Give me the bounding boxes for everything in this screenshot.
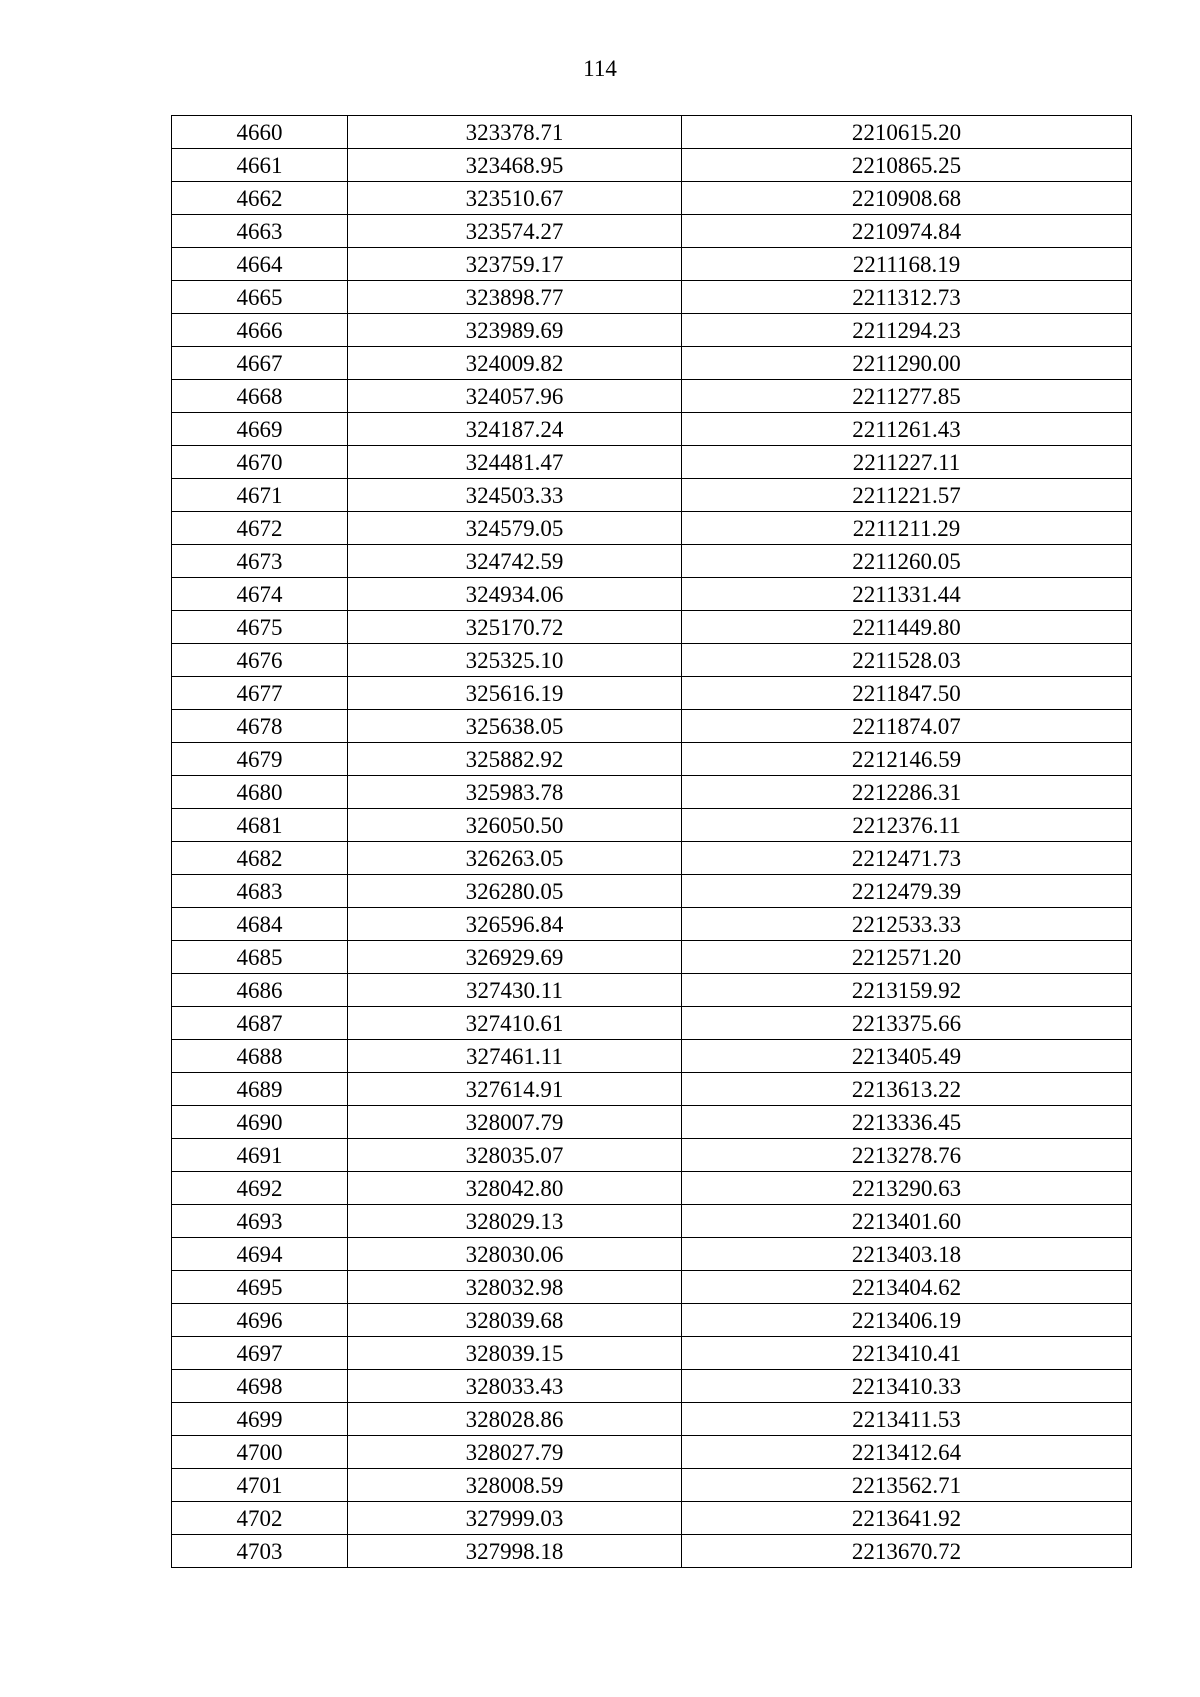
x-coordinate-cell: 328029.13 (348, 1205, 682, 1238)
table-row (172, 710, 1132, 743)
x-coordinate-cell: 324742.59 (348, 545, 682, 578)
y-coordinate-cell: 2213406.19 (682, 1304, 1132, 1337)
y-coordinate-cell: 2211221.57 (682, 479, 1132, 512)
point-number-cell: 4661 (172, 149, 348, 182)
point-number-cell: 4701 (172, 1469, 348, 1502)
table-row (172, 248, 1132, 281)
y-coordinate-cell: 2211211.29 (682, 512, 1132, 545)
point-number-cell: 4673 (172, 545, 348, 578)
x-coordinate-cell: 324934.06 (348, 578, 682, 611)
x-coordinate-cell: 323574.27 (348, 215, 682, 248)
x-coordinate-cell: 328028.86 (348, 1403, 682, 1436)
table-row (172, 578, 1132, 611)
coordinates-table (171, 115, 1132, 1568)
x-coordinate-cell: 328007.79 (348, 1106, 682, 1139)
x-coordinate-cell: 327999.03 (348, 1502, 682, 1535)
point-number-cell: 4681 (172, 809, 348, 842)
y-coordinate-cell: 2211260.05 (682, 545, 1132, 578)
point-number-cell: 4679 (172, 743, 348, 776)
table-row (172, 545, 1132, 578)
y-coordinate-cell: 2213410.41 (682, 1337, 1132, 1370)
y-coordinate-cell: 2213411.53 (682, 1403, 1132, 1436)
x-coordinate-cell: 324009.82 (348, 347, 682, 380)
x-coordinate-cell: 327461.11 (348, 1040, 682, 1073)
table-row (172, 1172, 1132, 1205)
y-coordinate-cell: 2213405.49 (682, 1040, 1132, 1073)
table-row (172, 776, 1132, 809)
x-coordinate-cell: 323378.71 (348, 116, 682, 149)
table-row (172, 1205, 1132, 1238)
point-number-cell: 4692 (172, 1172, 348, 1205)
table-row (172, 380, 1132, 413)
point-number-cell: 4666 (172, 314, 348, 347)
table-row (172, 1370, 1132, 1403)
point-number-cell: 4671 (172, 479, 348, 512)
point-number-cell: 4668 (172, 380, 348, 413)
y-coordinate-cell: 2213670.72 (682, 1535, 1132, 1568)
y-coordinate-cell: 2211261.43 (682, 413, 1132, 446)
table-row (172, 842, 1132, 875)
table-row (172, 413, 1132, 446)
table-row (172, 1535, 1132, 1568)
x-coordinate-cell: 326263.05 (348, 842, 682, 875)
y-coordinate-cell: 2211312.73 (682, 281, 1132, 314)
point-number-cell: 4680 (172, 776, 348, 809)
y-coordinate-cell: 2211290.00 (682, 347, 1132, 380)
y-coordinate-cell: 2211331.44 (682, 578, 1132, 611)
table-row (172, 182, 1132, 215)
y-coordinate-cell: 2211874.07 (682, 710, 1132, 743)
x-coordinate-cell: 323898.77 (348, 281, 682, 314)
y-coordinate-cell: 2210908.68 (682, 182, 1132, 215)
point-number-cell: 4674 (172, 578, 348, 611)
x-coordinate-cell: 328042.80 (348, 1172, 682, 1205)
point-number-cell: 4670 (172, 446, 348, 479)
y-coordinate-cell: 2211227.11 (682, 446, 1132, 479)
point-number-cell: 4702 (172, 1502, 348, 1535)
y-coordinate-cell: 2211168.19 (682, 248, 1132, 281)
x-coordinate-cell: 324481.47 (348, 446, 682, 479)
x-coordinate-cell: 323989.69 (348, 314, 682, 347)
point-number-cell: 4697 (172, 1337, 348, 1370)
table-row (172, 1403, 1132, 1436)
point-number-cell: 4699 (172, 1403, 348, 1436)
y-coordinate-cell: 2212533.33 (682, 908, 1132, 941)
x-coordinate-cell: 324579.05 (348, 512, 682, 545)
y-coordinate-cell: 2213278.76 (682, 1139, 1132, 1172)
y-coordinate-cell: 2212146.59 (682, 743, 1132, 776)
x-coordinate-cell: 325983.78 (348, 776, 682, 809)
table-row (172, 1502, 1132, 1535)
x-coordinate-cell: 325616.19 (348, 677, 682, 710)
point-number-cell: 4698 (172, 1370, 348, 1403)
x-coordinate-cell: 325882.92 (348, 743, 682, 776)
point-number-cell: 4695 (172, 1271, 348, 1304)
table-row (172, 941, 1132, 974)
table-row (172, 1238, 1132, 1271)
y-coordinate-cell: 2213375.66 (682, 1007, 1132, 1040)
table-row (172, 479, 1132, 512)
x-coordinate-cell: 326596.84 (348, 908, 682, 941)
x-coordinate-cell: 328033.43 (348, 1370, 682, 1403)
table-row (172, 1139, 1132, 1172)
x-coordinate-cell: 326280.05 (348, 875, 682, 908)
x-coordinate-cell: 328039.68 (348, 1304, 682, 1337)
y-coordinate-cell: 2211277.85 (682, 380, 1132, 413)
x-coordinate-cell: 328008.59 (348, 1469, 682, 1502)
y-coordinate-cell: 2212286.31 (682, 776, 1132, 809)
x-coordinate-cell: 328032.98 (348, 1271, 682, 1304)
y-coordinate-cell: 2213404.62 (682, 1271, 1132, 1304)
y-coordinate-cell: 2213641.92 (682, 1502, 1132, 1535)
y-coordinate-cell: 2213410.33 (682, 1370, 1132, 1403)
x-coordinate-cell: 323759.17 (348, 248, 682, 281)
table-row (172, 1106, 1132, 1139)
y-coordinate-cell: 2210615.20 (682, 116, 1132, 149)
table-row (172, 1304, 1132, 1337)
point-number-cell: 4667 (172, 347, 348, 380)
y-coordinate-cell: 2211528.03 (682, 644, 1132, 677)
table-row (172, 281, 1132, 314)
point-number-cell: 4700 (172, 1436, 348, 1469)
y-coordinate-cell: 2213159.92 (682, 974, 1132, 1007)
page-number: 114 (583, 56, 617, 81)
y-coordinate-cell: 2212479.39 (682, 875, 1132, 908)
x-coordinate-cell: 328030.06 (348, 1238, 682, 1271)
y-coordinate-cell: 2213412.64 (682, 1436, 1132, 1469)
y-coordinate-cell: 2212571.20 (682, 941, 1132, 974)
x-coordinate-cell: 327430.11 (348, 974, 682, 1007)
point-number-cell: 4682 (172, 842, 348, 875)
point-number-cell: 4683 (172, 875, 348, 908)
point-number-cell: 4703 (172, 1535, 348, 1568)
table-row (172, 677, 1132, 710)
point-number-cell: 4687 (172, 1007, 348, 1040)
point-number-cell: 4678 (172, 710, 348, 743)
point-number-cell: 4677 (172, 677, 348, 710)
x-coordinate-cell: 325638.05 (348, 710, 682, 743)
y-coordinate-cell: 2213613.22 (682, 1073, 1132, 1106)
y-coordinate-cell: 2211847.50 (682, 677, 1132, 710)
point-number-cell: 4675 (172, 611, 348, 644)
y-coordinate-cell: 2213336.45 (682, 1106, 1132, 1139)
y-coordinate-cell: 2213401.60 (682, 1205, 1132, 1238)
y-coordinate-cell: 2213290.63 (682, 1172, 1132, 1205)
point-number-cell: 4686 (172, 974, 348, 1007)
x-coordinate-cell: 327410.61 (348, 1007, 682, 1040)
x-coordinate-cell: 324187.24 (348, 413, 682, 446)
point-number-cell: 4662 (172, 182, 348, 215)
table-row (172, 1073, 1132, 1106)
table-row (172, 1007, 1132, 1040)
point-number-cell: 4676 (172, 644, 348, 677)
table-row (172, 512, 1132, 545)
point-number-cell: 4663 (172, 215, 348, 248)
x-coordinate-cell: 325325.10 (348, 644, 682, 677)
point-number-cell: 4696 (172, 1304, 348, 1337)
table-row (172, 215, 1132, 248)
point-number-cell: 4694 (172, 1238, 348, 1271)
x-coordinate-cell: 327614.91 (348, 1073, 682, 1106)
table-row (172, 1469, 1132, 1502)
x-coordinate-cell: 324057.96 (348, 380, 682, 413)
x-coordinate-cell: 325170.72 (348, 611, 682, 644)
point-number-cell: 4688 (172, 1040, 348, 1073)
table-row (172, 1271, 1132, 1304)
point-number-cell: 4691 (172, 1139, 348, 1172)
table-row (172, 644, 1132, 677)
point-number-cell: 4684 (172, 908, 348, 941)
table-row (172, 908, 1132, 941)
table-row (172, 1040, 1132, 1073)
coordinates-table-body (172, 116, 1132, 1568)
y-coordinate-cell: 2210974.84 (682, 215, 1132, 248)
table-row (172, 446, 1132, 479)
table-row (172, 116, 1132, 149)
x-coordinate-cell: 327998.18 (348, 1535, 682, 1568)
table-row (172, 1436, 1132, 1469)
point-number-cell: 4672 (172, 512, 348, 545)
y-coordinate-cell: 2213562.71 (682, 1469, 1132, 1502)
y-coordinate-cell: 2210865.25 (682, 149, 1132, 182)
point-number-cell: 4693 (172, 1205, 348, 1238)
x-coordinate-cell: 323468.95 (348, 149, 682, 182)
table-row (172, 875, 1132, 908)
table-row (172, 743, 1132, 776)
x-coordinate-cell: 326929.69 (348, 941, 682, 974)
table-row (172, 611, 1132, 644)
table-row (172, 149, 1132, 182)
table-row (172, 314, 1132, 347)
point-number-cell: 4689 (172, 1073, 348, 1106)
x-coordinate-cell: 323510.67 (348, 182, 682, 215)
y-coordinate-cell: 2212471.73 (682, 842, 1132, 875)
point-number-cell: 4664 (172, 248, 348, 281)
point-number-cell: 4669 (172, 413, 348, 446)
x-coordinate-cell: 326050.50 (348, 809, 682, 842)
y-coordinate-cell: 2213403.18 (682, 1238, 1132, 1271)
x-coordinate-cell: 324503.33 (348, 479, 682, 512)
y-coordinate-cell: 2211449.80 (682, 611, 1132, 644)
point-number-cell: 4690 (172, 1106, 348, 1139)
point-number-cell: 4665 (172, 281, 348, 314)
table-row (172, 1337, 1132, 1370)
y-coordinate-cell: 2212376.11 (682, 809, 1132, 842)
table-row (172, 809, 1132, 842)
point-number-cell: 4660 (172, 116, 348, 149)
point-number-cell: 4685 (172, 941, 348, 974)
x-coordinate-cell: 328039.15 (348, 1337, 682, 1370)
y-coordinate-cell: 2211294.23 (682, 314, 1132, 347)
table-row (172, 347, 1132, 380)
table-row (172, 974, 1132, 1007)
x-coordinate-cell: 328027.79 (348, 1436, 682, 1469)
x-coordinate-cell: 328035.07 (348, 1139, 682, 1172)
